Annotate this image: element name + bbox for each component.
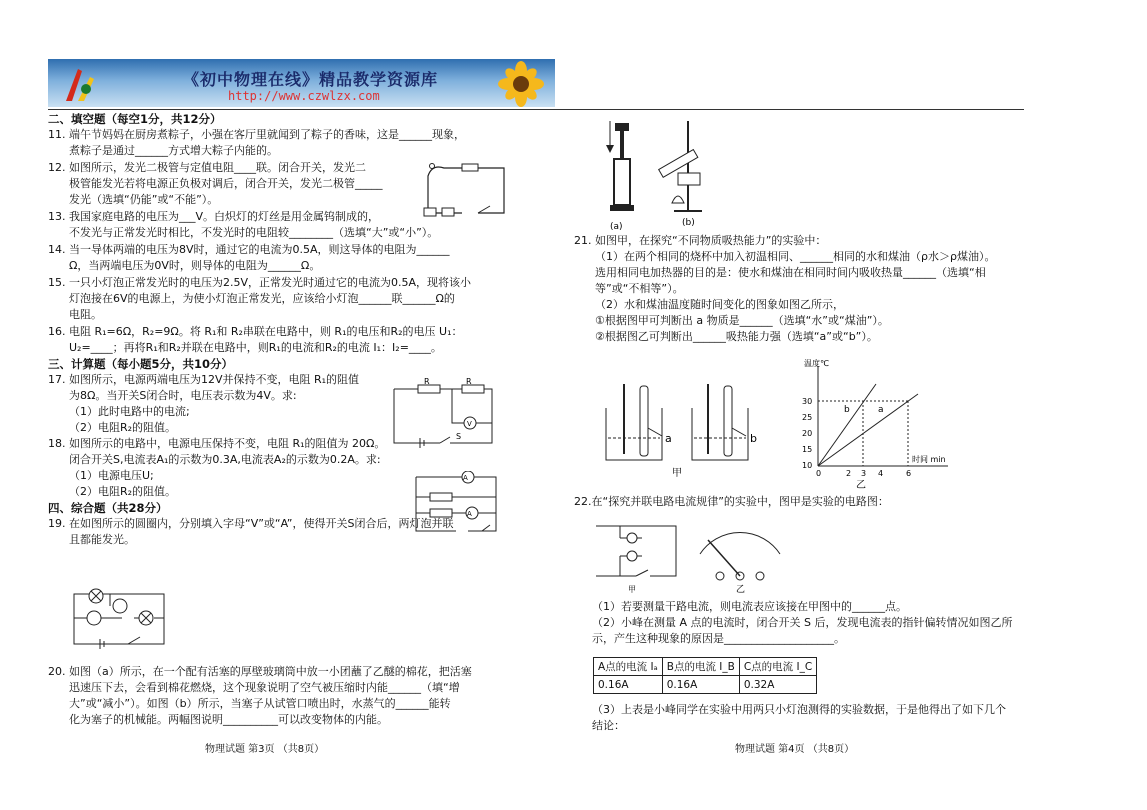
sunflower-icon: [488, 61, 554, 107]
svg-text:A: A: [467, 510, 472, 518]
question-11: 11. 端午节妈妈在厨房煮粽子，小强在客厅里就闻到了粽子的香味，这是______现象， 煮粽子是通过______方式增大粽子内能的。: [48, 128, 465, 157]
svg-text:R: R: [466, 377, 472, 386]
question-21: 21. 如图甲，在探究“不同物质吸热能力”的实验中： （1）在两个相同的烧杯中加入初温相同、______相同的水和煤油（ρ水＞ρ煤油）。 选用相同电加热器的目的是：使水和煤油在相同时间内吸收热量______（选填“相 等”或“不相等”）。 （2）水和煤油温度随时间变化的图象如图乙所示， ①根据图甲可判断出 a 物质是______（选填“水”或“煤油”）。 ②根据图乙可判断出______吸热能力强（选填“a”或“b”）。: [574, 234, 996, 343]
site-logo-icon: [56, 63, 100, 105]
q17-circuit-diagram: [388, 377, 498, 449]
graph-y-title: 温度℃: [804, 359, 829, 368]
q21-beakers-figure: [600, 378, 775, 478]
current-data-table: [593, 657, 817, 694]
question-19: 19. 在如图所示的圆圈内，分别填入字母“V”或“A”，使得开关S闭合后，两灯泡并联 且都能发光。: [48, 517, 454, 546]
svg-text:R: R: [424, 377, 430, 386]
graph-y-tick: 15: [802, 445, 813, 454]
q12-circuit-diagram: [418, 158, 510, 218]
graph-x-tick: 0: [816, 469, 822, 478]
table-row: [594, 676, 817, 694]
figure-yi-label-2: 乙: [736, 585, 746, 594]
q21-temperature-graph: [798, 358, 968, 492]
right-page-footer: 物理试题 第4页 （共8页）: [735, 744, 855, 755]
graph-x-title: 时间 min: [912, 455, 946, 464]
q18-circuit-diagram: [412, 471, 500, 537]
graph-y-tick: 20: [802, 429, 813, 438]
graph-line-b: [818, 384, 876, 466]
question-18: 18. 如图所示的电路中，电源电压保持不变，电阻 R₁的阻值为 20Ω。 闭合开关S,电流表A₁的示数为0.3A,电流表A₂的示数为0.2A。求: （1）电源电压U; （2）电阻R₂的阻值。: [48, 437, 386, 498]
section-fill-blank-heading: 二、填空题（每空1分，共12分）: [48, 112, 222, 126]
section-calc-heading: 三、计算题（每小题5分，共10分）: [48, 357, 234, 371]
table-cell-a: 0.16A: [594, 676, 663, 694]
question-15: 15. 一只小灯泡正常发光时的电压为2.5V，正常发光时通过它的电流为0.5A，现将该小 灯泡接在6V的电源上，为使小灯泡正常发光，应该给小灯泡______联______Ω的 电阻。: [48, 276, 472, 321]
graph-x-tick: 2: [846, 469, 852, 478]
section-comprehensive-heading: 四、综合题（共28分）: [48, 501, 168, 515]
graph-y-tick: 10: [802, 461, 813, 470]
graph-x-tick: 4: [878, 469, 884, 478]
graph-x-tick: 3: [861, 469, 867, 478]
beaker-b-label: b: [750, 432, 757, 445]
figure-b-label: (b): [682, 218, 695, 228]
table-header-b: B点的电流 I_B: [662, 658, 739, 676]
graph-a-label: a: [878, 405, 884, 415]
table-cell-c: 0.32A: [739, 676, 816, 694]
header-rule: [48, 109, 1024, 110]
question-22-parts: （1）若要测量干路电流，则电流表应该接在甲图中的______点。 （2）小峰在测量 A 点的电流时，闭合开关 S 后，发现电流表的指针偏转情况如图乙所 示，产生这种现象的原因是____________________。: [592, 600, 1013, 645]
table-header-c: C点的电流 I_C: [739, 658, 816, 676]
figure-jia-label: 甲: [672, 468, 682, 478]
beaker-a-label: a: [665, 432, 672, 445]
banner-title: 《初中物理在线》精品教学资源库: [183, 70, 439, 89]
question-16: 16. 电阻 R₁=6Ω，R₂=9Ω。将 R₁和 R₂串联在电路中，则 R₁的电压和R₂的电压 U₁： U₂=____；再将R₁和R₂并联在电路中，则R₁的电流和R₂的电流 I₁：I₂=____。: [48, 325, 463, 354]
question-13: 13. 我国家庭电路的电压为___V。白炽灯的灯丝是用金属钨制成的， 不发光与正常发光时相比，不发光时的电阻较________（选填“大”或“小”）。: [48, 210, 439, 239]
svg-text:S: S: [456, 432, 462, 441]
question-12: 12. 如图所示，发光二极管与定值电阻____联。闭合开关，发光二 极管能发光若将电源正负极对调后，闭合开关，发光二极管_____ 发光（选填“仍能”或“不能”）。: [48, 161, 383, 206]
banner-url[interactable]: http://www.czwlzx.com: [228, 89, 380, 103]
question-22: 22.在“探究并联电路电流规律”的实验中，图甲是实验的电路图：: [574, 495, 889, 508]
svg-text:V: V: [467, 420, 472, 428]
table-header-row: [594, 658, 817, 676]
question-20: 20. 如图（a）所示，在一个配有活塞的厚壁玻璃筒中放一小团蘸了乙醚的棉花，把活塞 迅速压下去，会看到棉花燃烧，这个现象说明了空气被压缩时内能______（填“增 大”或“减小”）。如图（b）所示，当塞子从试管口喷出时，水蒸气的______能转 化为塞子的机械能。两幅图说明__________可以改变物体的内能。: [48, 665, 472, 726]
q22-circuit-figure: [590, 516, 795, 594]
question-17: 17. 如图所示，电源两端电压为12V并保持不变，电阻 R₁的阻值 为8Ω。当开关S闭合时，电压表示数为4V。求: （1）此时电路中的电流; （2）电阻R₂的阻值。: [48, 373, 360, 434]
table-cell-b: 0.16A: [662, 676, 739, 694]
q19-circuit-diagram: [70, 588, 168, 650]
header-banner: [48, 59, 555, 107]
figure-yi-label: 乙: [856, 480, 866, 491]
question-22-conclusion: （3）上表是小峰同学在实验中用两只小灯泡测得的实验数据，于是他得出了如下几个 结论：: [592, 703, 1006, 732]
q20-figure-ab: [598, 113, 758, 233]
table-header-a: A点的电流 Iₐ: [594, 658, 663, 676]
left-page-footer: 物理试题 第3页 （共8页）: [205, 744, 325, 755]
figure-a-label: (a): [610, 222, 623, 232]
graph-y-tick: 25: [802, 413, 813, 422]
figure-jia-label-2: 甲: [628, 585, 636, 594]
graph-x-tick: 6: [906, 469, 912, 478]
question-14: 14. 当一导体两端的电压为8V时，通过它的电流为0.5A，则这导体的电阻为______ Ω，当两端电压为0V时，则导体的电阻为______Ω。: [48, 243, 450, 272]
graph-line-a: [818, 394, 918, 466]
graph-y-tick: 30: [802, 397, 813, 406]
graph-b-label: b: [844, 405, 850, 415]
svg-text:A: A: [463, 474, 468, 482]
